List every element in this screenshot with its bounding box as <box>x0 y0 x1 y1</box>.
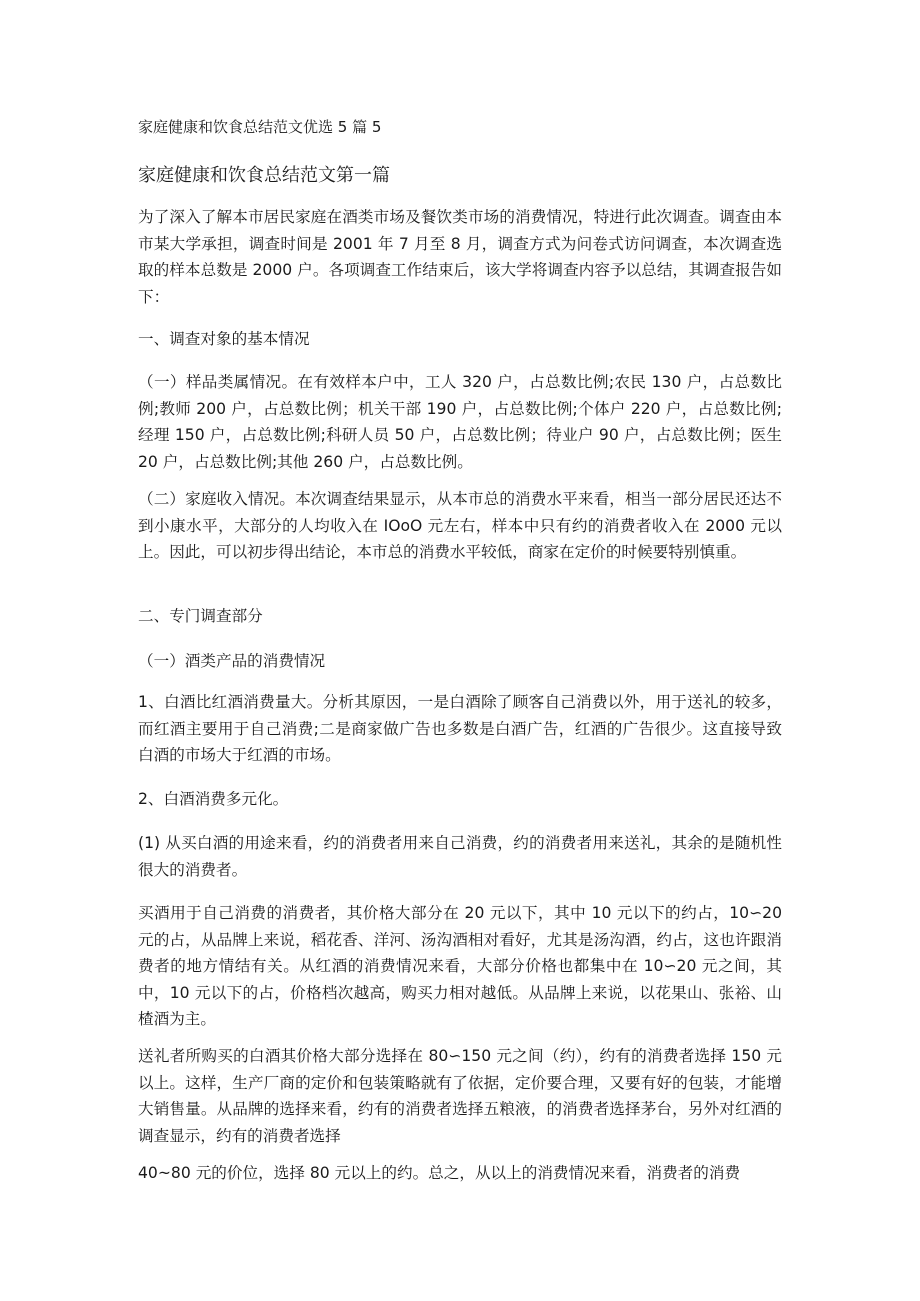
heading-special-survey: 二、专门调查部分 <box>138 607 263 625</box>
section-title: 家庭健康和饮食总结范文第一篇 <box>138 165 390 186</box>
heading-basic-info: 一、调查对象的基本情况 <box>138 330 310 348</box>
paragraph-self-consumption: 买酒用于自己消费的消费者，其价格大部分在 20 元以下，其中 10 元以下的约占，10∽20 元的占，从品牌上来说，稻花香、洋河、汤沟酒相对看好，尤其是汤沟酒，约占，这也许跟消费者的地方情结有关。从红酒的消费情况来看，大部分价格也都集中在 10∽20 元之间，其中，10 元以下的占，价格档次越高，购买力相对越低。从品牌上来说，以花果山、张裕、山楂酒为主。 <box>138 904 782 1028</box>
paragraph-purchase-purpose: (1) 从买白酒的用途来看，约的消费者用来自己消费，约的消费者用来送礼，其余的是随机性很大的消费者。 <box>138 834 782 879</box>
paragraph-household-income: （二）家庭收入情况。本次调查结果显示，从本市总的消费水平来看，相当一部分居民还达不到小康水平，大部分的人均收入在 IOoO 元左右，样本中只有约的消费者收入在 2000 元以上。因此，可以初步得出结论，本市总的消费水平较低，商家在定价的时候要特别慎重。 <box>138 490 782 561</box>
paragraph-price-range: 40~80 元的价位，选择 80 元以上的约。总之，从以上的消费情况来看，消费者的消费 <box>138 1164 741 1182</box>
paragraph-gift-buyers: 送礼者所购买的白酒其价格大部分选择在 80∽150 元之间（约），约有的消费者选择 150 元以上。这样，生产厂商的定价和包装策略就有了依据，定价要合理，又要有好的包装，才能增大销售量。从品牌的选择来看，约有的消费者选择五粮液，的消费者选择茅台，另外对红酒的调查显示，约有的消费者选择 <box>138 1047 782 1145</box>
heading-liquor-consumption: （一）酒类产品的消费情况 <box>138 652 326 670</box>
document-title: 家庭健康和饮食总结范文优选 5 篇 5 <box>138 118 382 136</box>
paragraph-baijiu-diversified: 2、白酒消费多元化。 <box>138 790 289 808</box>
paragraph-intro: 为了深入了解本市居民家庭在酒类市场及餐饮类市场的消费情况，特进行此次调查。调查由本市某大学承担，调查时间是 2001 年 7 月至 8 月，调查方式为问卷式访问调查，本次调查选取的样本总数是 2000 户。各项调查工作结束后，该大学将调查内容予以总结，其调查报告如下： <box>138 208 782 306</box>
paragraph-sample-types: （一）样品类属情况。在有效样本户中，工人 320 户，占总数比例;农民 130 户，占总数比例;教师 200 户，占总数比例；机关干部 190 户，占总数比例;个体户 220 户，占总数比例;经理 150 户，占总数比例;科研人员 50 户，占总数比例；待业户 90 户，占总数比例；医生 20 户，占总数比例;其他 260 户，占总数比例。 <box>138 373 782 471</box>
paragraph-baijiu-vs-wine: 1、白酒比红酒消费量大。分析其原因，一是白酒除了顾客自己消费以外，用于送礼的较多，而红酒主要用于自己消费;二是商家做广告也多数是白酒广告，红酒的广告很少。这直接导致白酒的市场大于红酒的市场。 <box>138 693 782 764</box>
